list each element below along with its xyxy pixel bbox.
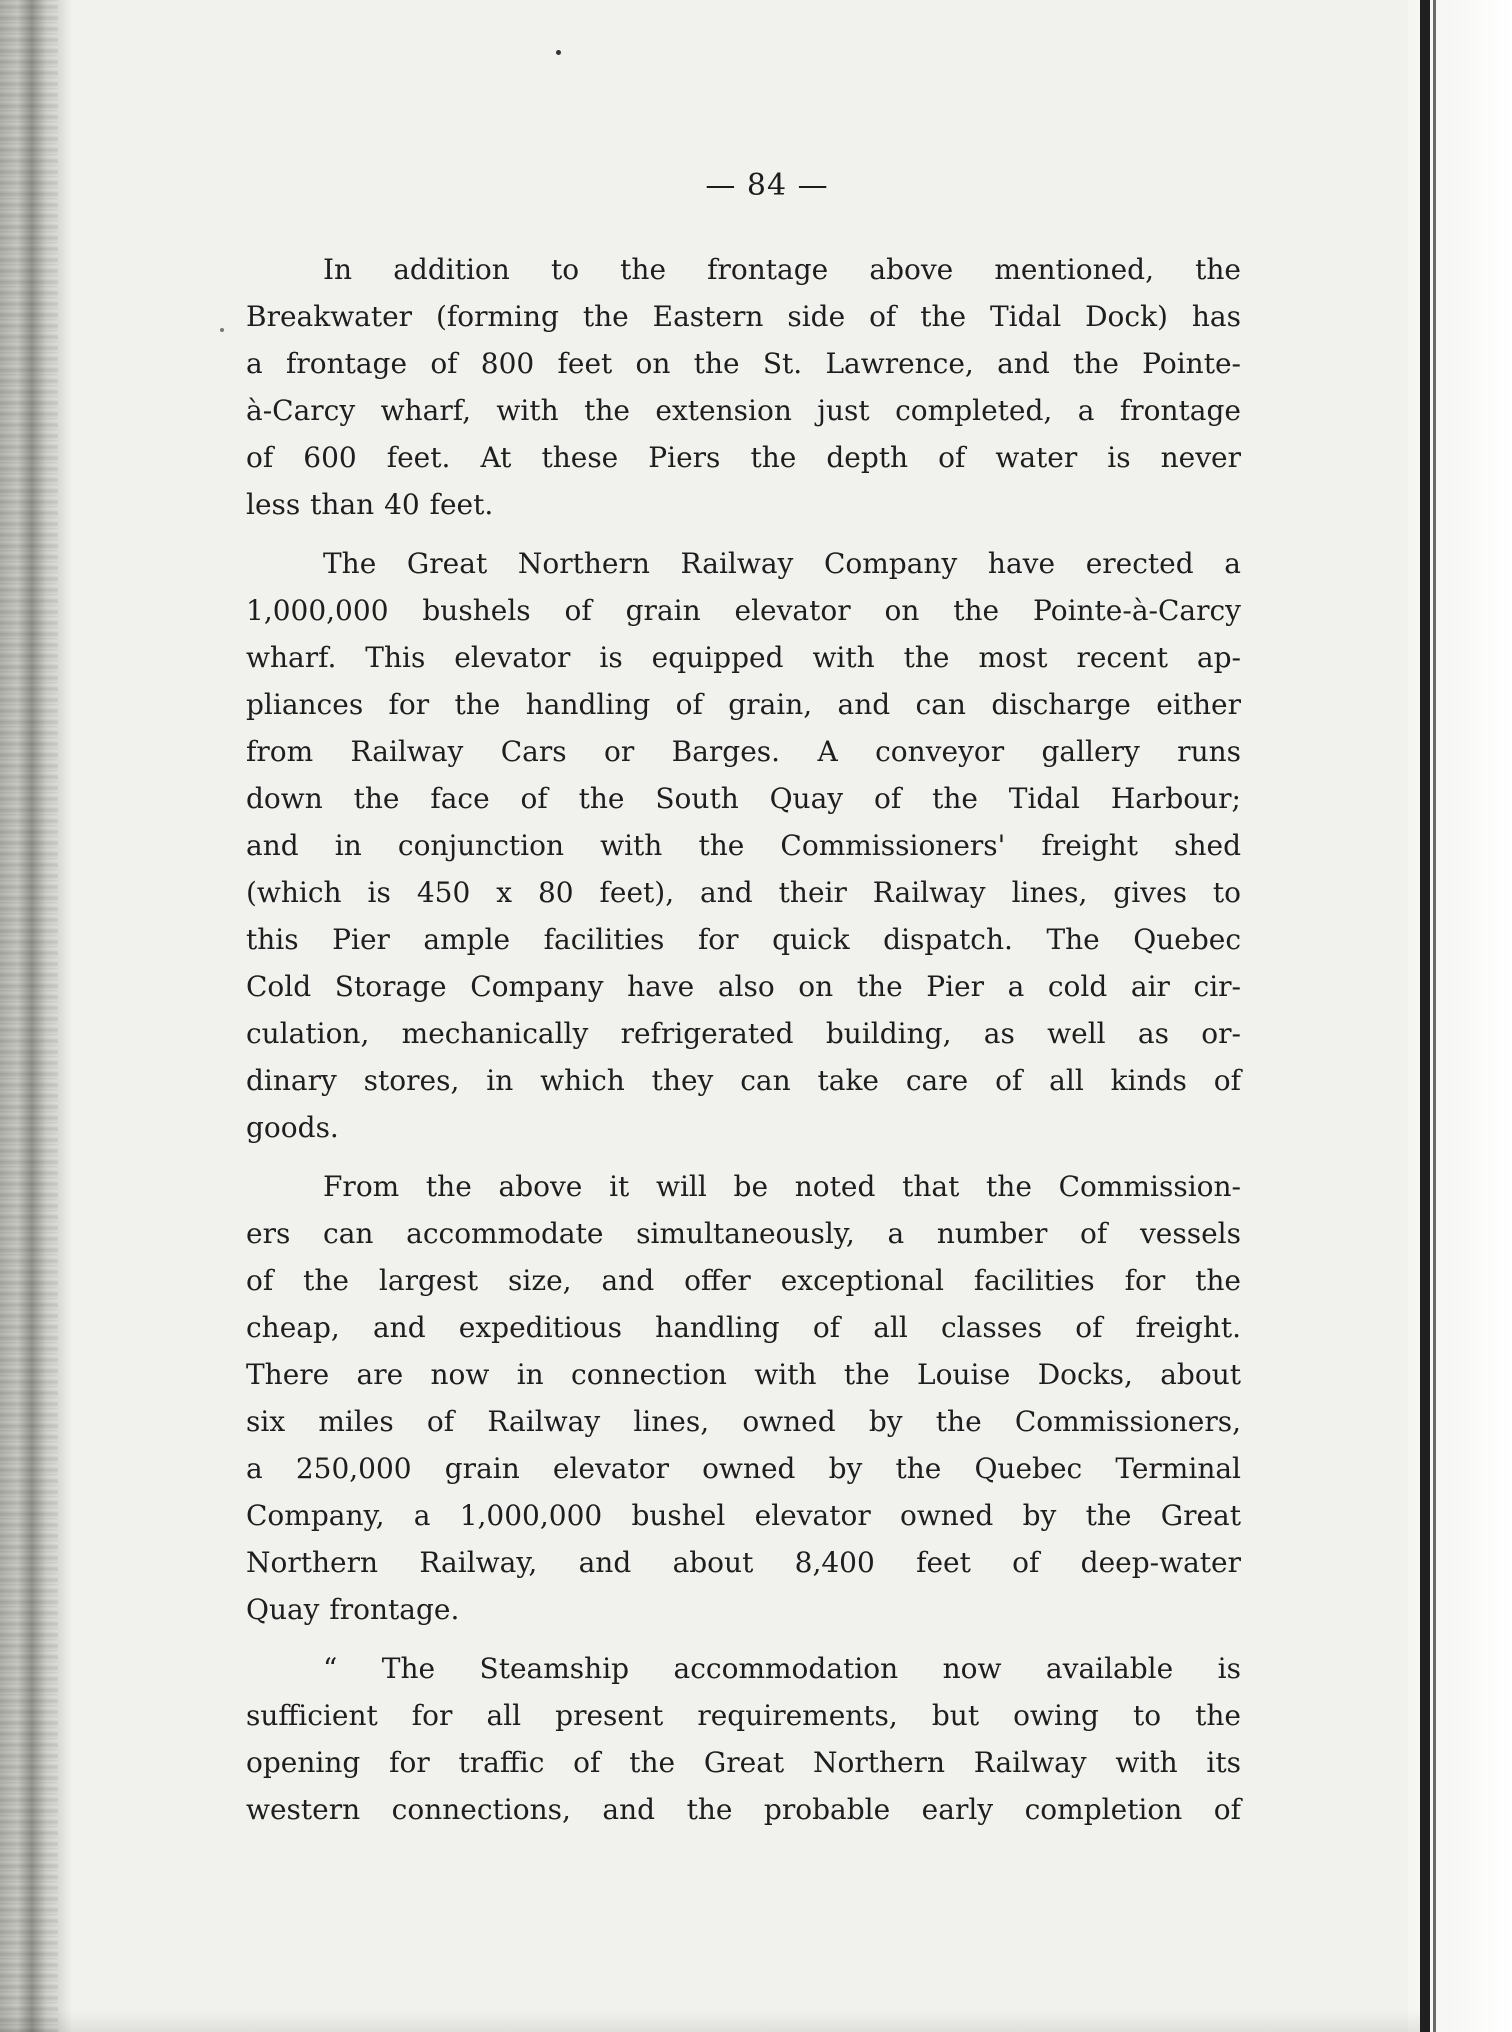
text-line: The Great Northern Railway Company have erected a — [323, 547, 1241, 580]
text-line: less than 40 feet. — [246, 488, 494, 521]
text-line: Cold Storage Company have also on the Pier a cold air cir- — [246, 970, 1241, 1003]
text-line: dinary stores, in which they can take care of all kinds of — [246, 1064, 1241, 1097]
text-line: a frontage of 800 feet on the St. Lawrence, and the Pointe- — [246, 347, 1241, 380]
text-line: culation, mechanically refrigerated building, as well as or- — [246, 1017, 1241, 1050]
paragraph-3 — [246, 1163, 1241, 1633]
ink-speck — [220, 328, 224, 332]
text-line: of 600 feet. At these Piers the depth of water is never — [246, 441, 1241, 474]
text-line: goods. — [246, 1111, 339, 1144]
page-number — [0, 168, 1512, 203]
text-line: a 250,000 grain elevator owned by the Quebec Terminal — [246, 1452, 1241, 1485]
text-line: There are now in connection with the Louise Docks, about — [246, 1358, 1241, 1391]
text-line: Company, a 1,000,000 bushel elevator owned by the Great — [246, 1499, 1241, 1532]
text-line: Breakwater (forming the Eastern side of the Tidal Dock) has — [246, 300, 1241, 333]
page-edge-dark-line — [1420, 0, 1430, 2032]
paragraph-1 — [246, 246, 1241, 528]
text-line: “ The Steamship accommodation now available is — [323, 1652, 1241, 1685]
text-line: from Railway Cars or Barges. A conveyor gallery runs — [246, 735, 1241, 768]
page-number-text: — 84 — — [705, 168, 829, 203]
text-line: sufficient for all present requirements, but owing to the — [246, 1699, 1241, 1732]
text-line: à-Carcy wharf, with the extension just completed, a frontage — [246, 394, 1241, 427]
text-line: wharf. This elevator is equipped with the most recent ap- — [246, 641, 1241, 674]
text-line: opening for traffic of the Great Northern Railway with its — [246, 1746, 1241, 1779]
text-line: of the largest size, and offer exceptional facilities for the — [246, 1264, 1241, 1297]
binding-shadow — [58, 0, 72, 2032]
book-binding-edge — [0, 0, 58, 2032]
text-line: this Pier ample facilities for quick dispatch. The Quebec — [246, 923, 1241, 956]
text-line: and in conjunction with the Commissioners' freight shed — [246, 829, 1241, 862]
text-line: six miles of Railway lines, owned by the Commissioners, — [246, 1405, 1241, 1438]
text-line: Northern Railway, and about 8,400 feet of deep-water — [246, 1546, 1241, 1579]
text-line: western connections, and the probable early completion of — [246, 1793, 1241, 1826]
text-line: ers can accommodate simultaneously, a number of vessels — [246, 1217, 1241, 1250]
text-line: down the face of the South Quay of the Tidal Harbour; — [246, 782, 1241, 815]
text-line: Quay frontage. — [246, 1593, 460, 1626]
text-line: 1,000,000 bushels of grain elevator on the Pointe-à-Carcy — [246, 594, 1241, 627]
bottom-page-edge — [0, 2010, 1420, 2032]
text-line: cheap, and expeditious handling of all classes of freight. — [246, 1311, 1241, 1344]
text-line: (which is 450 x 80 feet), and their Railway lines, gives to — [246, 876, 1241, 909]
text-line: From the above it will be noted that the Commission- — [323, 1170, 1241, 1203]
body-text — [246, 246, 1241, 1845]
paragraph-2 — [246, 540, 1241, 1151]
page-edge-thin-line — [1433, 0, 1436, 2032]
text-line: pliances for the handling of grain, and can discharge either — [246, 688, 1241, 721]
ink-speck — [556, 50, 561, 55]
text-line: In addition to the frontage above mentioned, the — [323, 253, 1241, 286]
paragraph-4 — [246, 1645, 1241, 1833]
